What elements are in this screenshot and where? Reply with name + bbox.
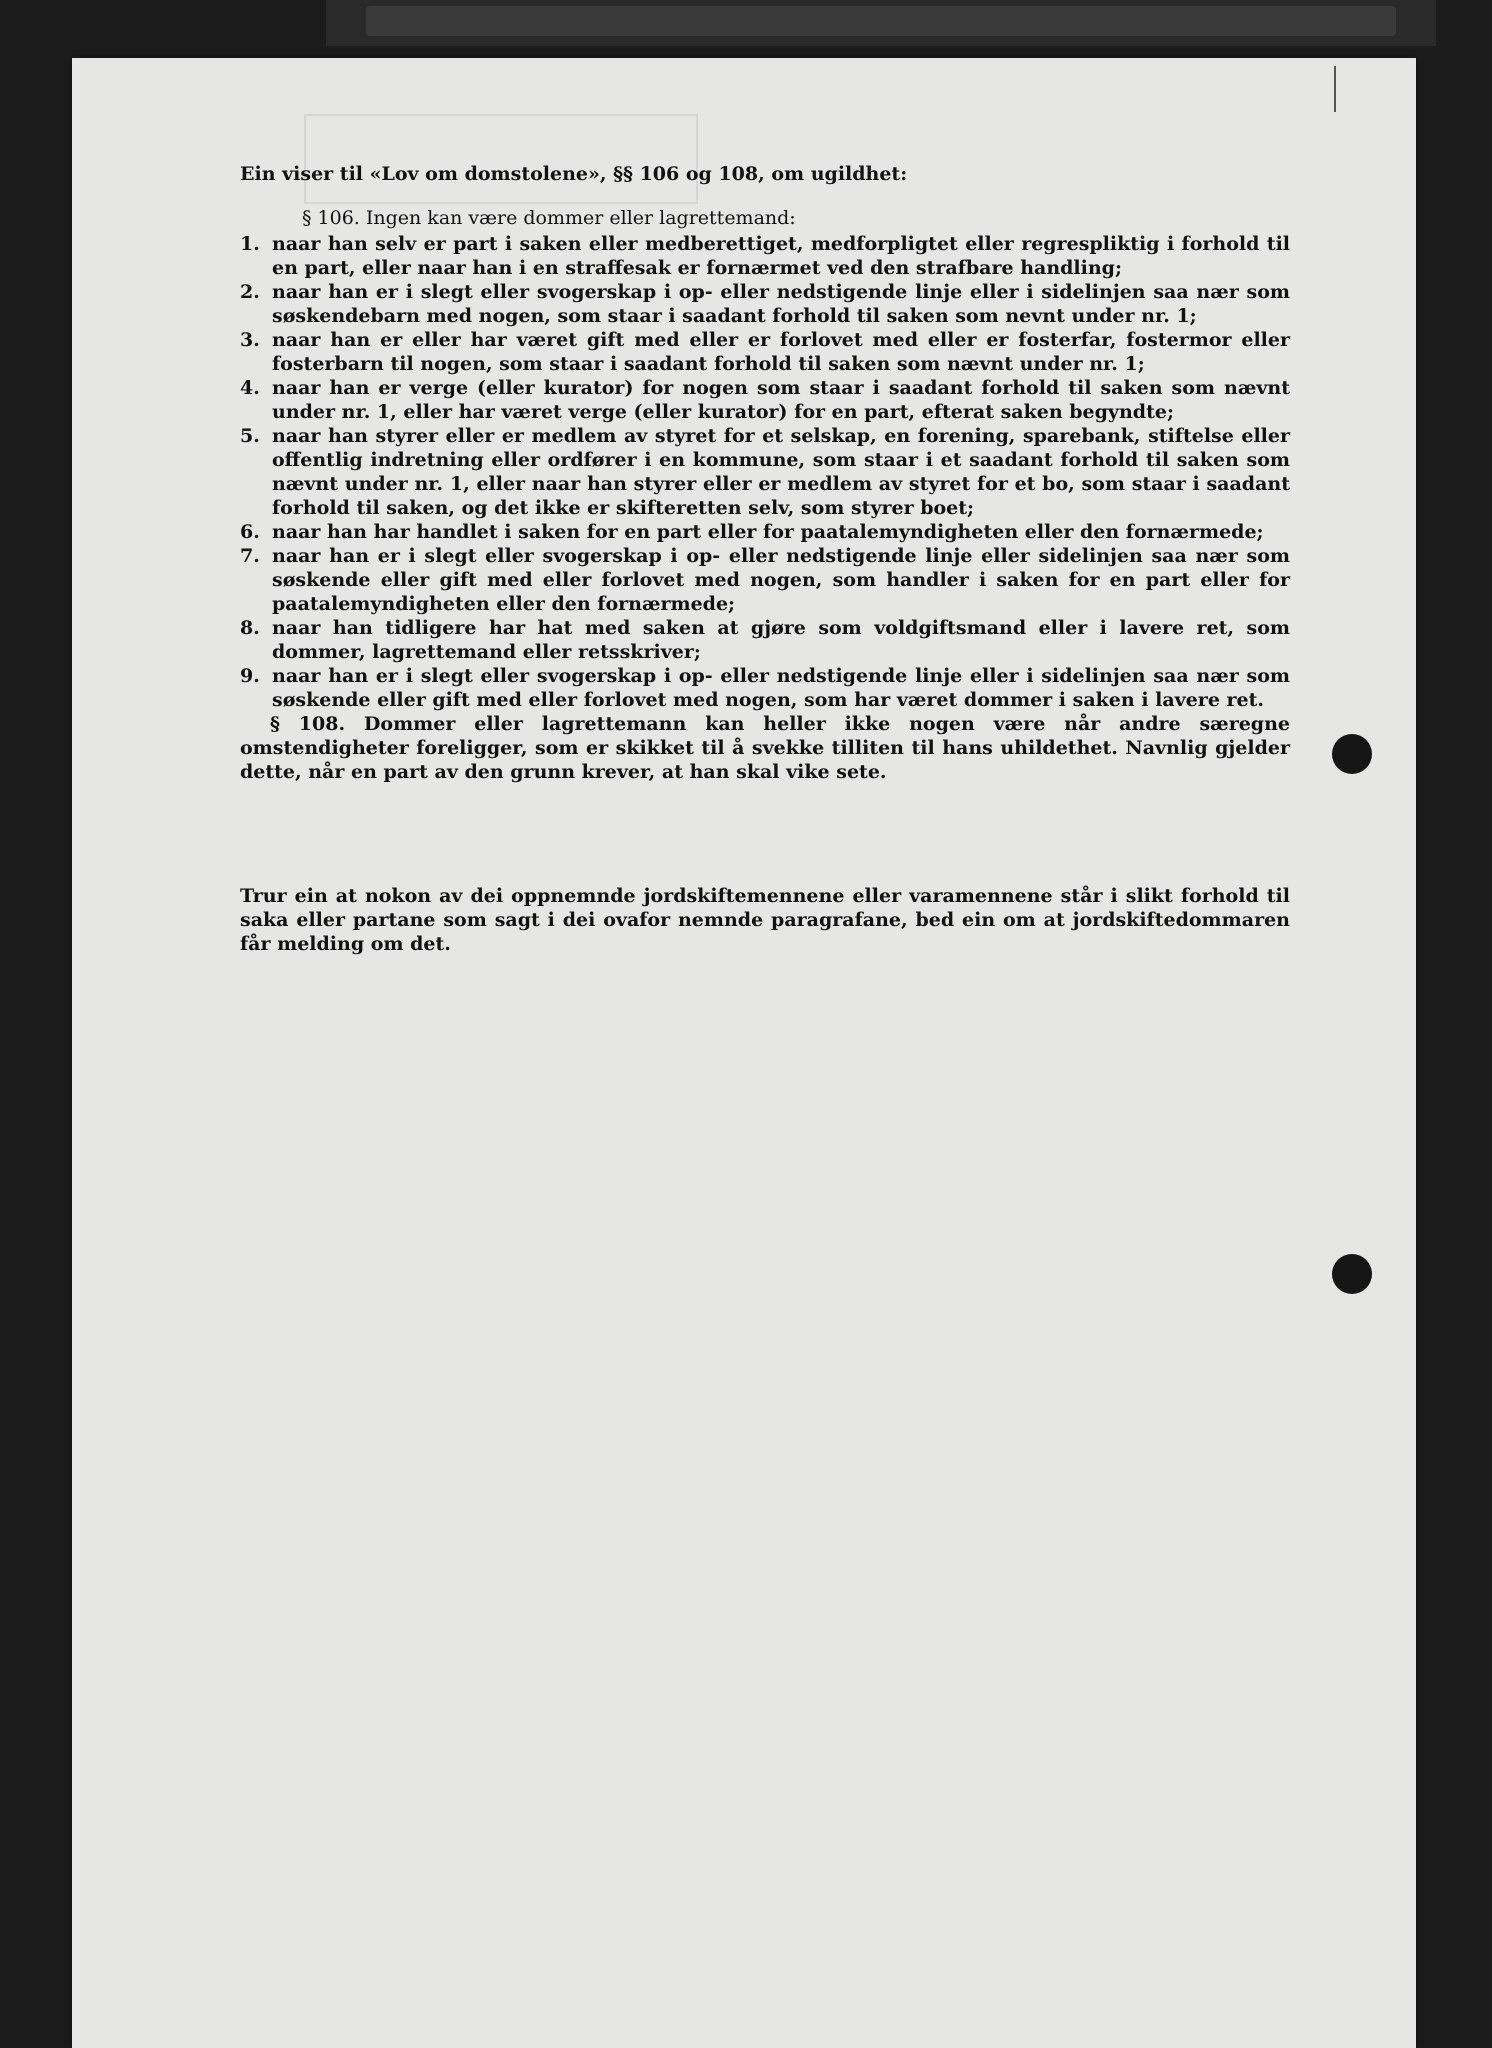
list-item-number: 8.	[240, 617, 260, 639]
list-item	[240, 232, 1290, 280]
list-item-text: naar han er i slegt eller svogerskap i op- eller nedstigende linje eller i sidelinjen saa nær som søskendebarn med nogen, som staar i saadant forhold til saken som nevnt under nr. 1;	[272, 281, 1290, 327]
document-body	[240, 162, 1290, 956]
list-item-number: 7.	[240, 545, 260, 567]
folder-clip	[326, 0, 1436, 46]
list-item	[240, 544, 1290, 616]
list-item-text: naar han er i slegt eller svogerskap i op- eller nedstigende linje eller sidelinjen saa nær som søskende eller gift med eller forlovet med nogen, som handler i saken for en part eller for paatalemyndigheten eller den fornærmede;	[272, 545, 1290, 615]
list-item-number: 9.	[240, 665, 260, 687]
list-item-number: 5.	[240, 425, 260, 447]
folder-clip-bar	[366, 6, 1396, 36]
closing-paragraph: Trur ein at nokon av dei oppnemnde jordskiftemennene eller varamennene står i slikt forhold til saka eller partane som sagt i dei ovafor nemnde paragrafane, bed ein om at jordskiftedommaren får melding om det.	[240, 885, 1290, 955]
list-item-text: naar han har handlet i saken for en part eller for paatalemyndigheten eller den fornærmede;	[272, 521, 1264, 543]
punch-hole-bottom	[1332, 1254, 1372, 1294]
list-item-text: naar han er i slegt eller svogerskap i op- eller nedstigende linje eller i sidelinjen saa nær som søskende eller gift med eller forlovet med nogen, som har været dommer i saken i lavere ret.	[272, 665, 1290, 711]
list-item	[240, 328, 1290, 376]
list-item	[240, 424, 1290, 520]
section-106-list	[240, 232, 1290, 712]
list-item-text: naar han er verge (eller kurator) for nogen som staar i saadant forhold til saken som nævnt under nr. 1, eller har været verge (eller kurator) for en part, efterat saken begyndte;	[272, 377, 1290, 423]
list-item	[240, 280, 1290, 328]
list-item	[240, 376, 1290, 424]
list-item-text: naar han selv er part i saken eller medberettiget, medforpligtet eller regrespliktig i forhold til en part, eller naar han i en straffesak er fornærmet ved den strafbare handling;	[272, 233, 1290, 279]
list-item	[240, 616, 1290, 664]
list-item-number: 2.	[240, 281, 260, 303]
list-item-text: naar han er eller har været gift med eller er forlovet med eller er fosterfar, fostermor eller fosterbarn til nogen, som staar i saadant forhold til saken som nævnt under nr. 1;	[272, 329, 1290, 375]
list-item-text: naar han tidligere har hat med saken at gjøre som voldgiftsmand eller i lavere ret, som dommer, lagrettemand eller retsskriver;	[272, 617, 1290, 663]
punch-hole-top	[1332, 734, 1372, 774]
list-item-text: naar han styrer eller er medlem av styret for et selskap, en forening, sparebank, stiftelse eller offentlig indretning eller ordfører i en kommune, som staar i et saadant forhold til saken som nævnt under nr. 1, eller naar han styrer eller er medlem av styret for et bo, som staar i saadant forhold til saken, og det ikke er skifteretten selv, som styrer boet;	[272, 425, 1290, 519]
section-108-paragraph: § 108. Dommer eller lagrettemann kan heller ikke nogen være når andre særegne omstendigheter foreligger, som er skikket til å svekke tilliten til hans uhildethet. Navnlig gjelder dette, når en part av den grunn krever, at han skal vike sete.	[240, 713, 1290, 783]
list-item-number: 4.	[240, 377, 260, 399]
section-106-intro: § 106. Ingen kan være dommer eller lagrettemand:	[302, 207, 796, 229]
list-item-number: 6.	[240, 521, 260, 543]
list-item-number: 1.	[240, 233, 260, 255]
list-item-number: 3.	[240, 329, 260, 351]
document-heading: Ein viser til «Lov om domstolene», §§ 106 og 108, om ugildhet:	[240, 163, 908, 185]
list-item	[240, 664, 1290, 712]
list-item	[240, 520, 1290, 544]
edge-tear-mark	[1334, 66, 1336, 112]
document-sheet	[72, 58, 1416, 2048]
